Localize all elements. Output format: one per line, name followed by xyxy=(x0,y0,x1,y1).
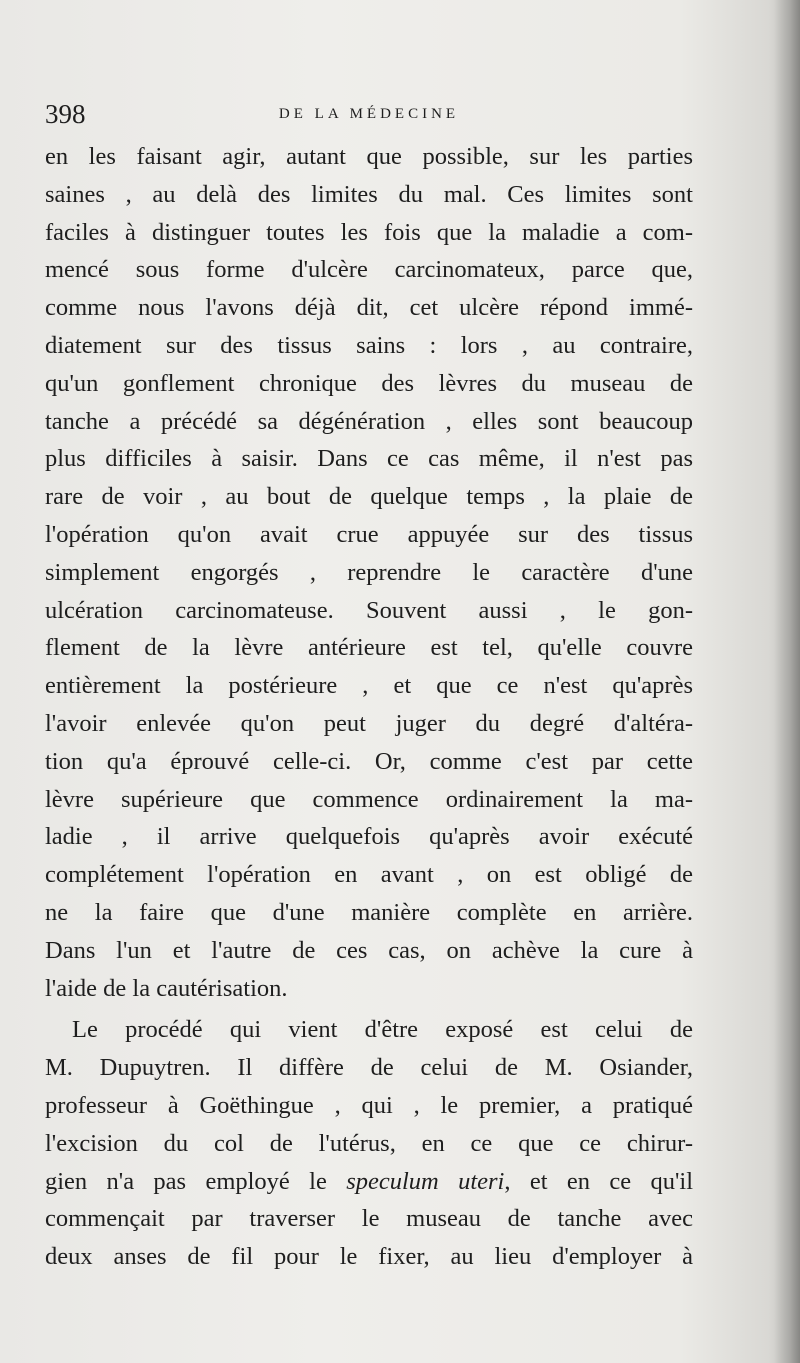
text-line: flement de la lèvre antérieure est tel, qu'elle couvre xyxy=(45,634,693,662)
text-line: entièrement la postérieure , et que ce n'est qu'après xyxy=(45,672,693,700)
text-line: Dans l'un et l'autre de ces cas, on achève la cure à xyxy=(45,936,693,964)
text-line-with-italic xyxy=(45,1163,693,1201)
text-line: faciles à distinguer toutes les fois que la maladie a com- xyxy=(45,218,693,246)
text-line: plus difficiles à saisir. Dans ce cas même, il n'est pas xyxy=(45,445,693,473)
text-segment: gien n'a pas employé le xyxy=(45,1167,347,1195)
italic-term: speculum uteri xyxy=(346,1167,505,1195)
text-line: l'excision du col de l'utérus, en ce que ce chirur- xyxy=(45,1129,693,1157)
text-line: en les faisant agir, autant que possible, sur les parties xyxy=(45,143,693,170)
paragraph xyxy=(45,1011,693,1276)
text-line: l'aide de la cautérisation. xyxy=(45,974,288,1002)
text-line: tion qu'a éprouvé celle-ci. Or, comme c'est par cette xyxy=(45,747,693,775)
page-header xyxy=(45,96,693,136)
text-line: ladie , il arrive quelquefois qu'après avoir exécuté xyxy=(45,823,693,851)
text-line: lèvre supérieure que commence ordinairement la ma- xyxy=(45,785,693,813)
body-text xyxy=(45,138,693,1276)
text-line: l'opération qu'on avait crue appuyée sur des tissus xyxy=(45,520,693,548)
text-line: complétement l'opération en avant , on est obligé de xyxy=(45,861,693,889)
paragraph xyxy=(45,138,693,1007)
text-line: ulcération carcinomateuse. Souvent aussi , le gon- xyxy=(45,596,693,624)
text-line: qu'un gonflement chronique des lèvres du museau de xyxy=(45,369,693,397)
text-line: rare de voir , au bout de quelque temps , la plaie de xyxy=(45,483,693,511)
text-segment: , et en ce qu'il xyxy=(504,1167,693,1195)
text-line: commençait par traverser le museau de tanche avec xyxy=(45,1205,693,1233)
page-number: 398 xyxy=(45,99,86,129)
text-line: ne la faire que d'une manière complète en arrière. xyxy=(45,898,693,926)
text-line: tanche a précédé sa dégénération , elles sont beaucoup xyxy=(45,407,693,435)
text-line: mencé sous forme d'ulcère carcinomateux, parce que, xyxy=(45,256,693,284)
text-line: Le procédé qui vient d'être exposé est celui de xyxy=(72,1016,693,1044)
page-edge-shadow xyxy=(774,0,800,1363)
text-line: l'avoir enlevée qu'on peut juger du degré d'altéra- xyxy=(45,709,693,737)
text-line: professeur à Goëthingue , qui , le premier, a pratiqué xyxy=(45,1091,693,1119)
text-line: saines , au delà des limites du mal. Ces limites sont xyxy=(45,180,693,208)
running-title: DE LA MÉDECINE xyxy=(278,106,460,122)
text-line: comme nous l'avons déjà dit, cet ulcère répond immé- xyxy=(45,294,693,322)
text-line: M. Dupuytren. Il diffère de celui de M. Osiander, xyxy=(45,1054,693,1082)
text-line: simplement engorgés , reprendre le caractère d'une xyxy=(45,558,693,586)
text-line: diatement sur des tissus sains : lors , au contraire, xyxy=(45,331,693,359)
text-line: deux anses de fil pour le fixer, au lieu d'employer à xyxy=(45,1243,693,1271)
